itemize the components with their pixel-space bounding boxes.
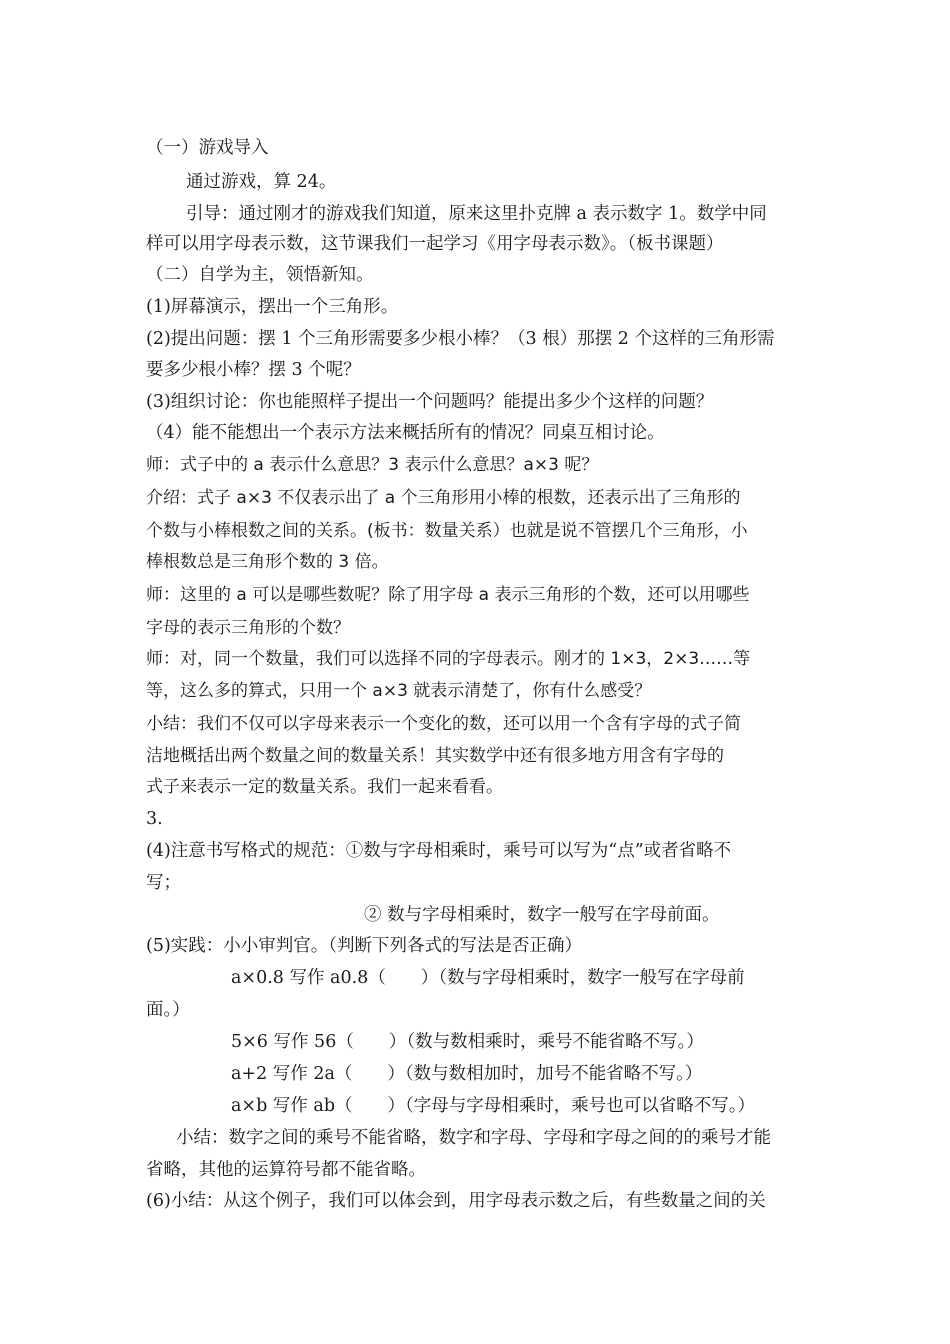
summary-line: 小结：我们不仅可以字母来表示一个变化的数，还可以用一个含有字母的式子简 [146,714,741,734]
list-item: (2)提出问题：摆 1 个三角形需要多少根小棒？（3 根）那摆 2 个这样的三角形需 [146,329,775,349]
paragraph-line: 省略，其他的运算符号都不能省略。 [146,1160,426,1180]
list-item: （4）能不能想出一个表示方法来概括所有的情况？同桌互相讨论。 [146,423,665,443]
paragraph-line: 引导：通过刚才的游戏我们知道，原来这里扑克牌 a 表示数字 1。数学中同 [186,204,767,224]
paragraph-line: 等，这么多的算式，只用一个 a×3 就表示清楚了，你有什么感受？ [146,681,652,701]
rule-item: ② 数与字母相乘时，数字一般写在字母前面。 [364,905,720,925]
paragraph-line: 通过游戏，算 24。 [186,172,337,192]
list-item: (4)注意书写格式的规范：①数与字母相乘时，乘号可以写为“点”或者省略不 [146,841,732,861]
dialog-line: 师：对，同一个数量，我们可以选择不同的字母表示。刚才的 1×3，2×3……等 [146,649,751,669]
list-item: (1)屏幕演示，摆出一个三角形。 [146,297,399,317]
summary-line: 小结：数字之间的乘号不能省略，数字和字母、字母和字母之间的的乘号才能 [176,1128,771,1148]
exercise-item: 5×6 写作 56（ ）（数与数相乘时，乘号不能省略不写。） [231,1032,704,1052]
paragraph-line: 个数与小棒根数之间的关系。(板书：数量关系）也就是说不管摆几个三角形，小 [146,521,748,541]
exercise-item: a+2 写作 2a（ ）（数与数相加时，加号不能省略不写。） [231,1064,703,1084]
dialog-line: 介绍：式子 a×3 不仅表示出了 a 个三角形用小棒的根数，还表示出了三角形的 [146,488,741,508]
paragraph-line: 棒根数总是三角形个数的 3 倍。 [146,552,389,572]
dialog-line: 师：式子中的 a 表示什么意思？3 表示什么意思？a×3 呢？ [146,455,599,475]
paragraph-line: 要多少根小棒？摆 3 个呢？ [146,360,361,380]
dialog-line: 师：这里的 a 可以是哪些数呢？除了用字母 a 表示三角形的个数，还可以用哪些 [146,585,750,605]
section-number: 3. [146,809,163,829]
section-heading-2: （二）自学为主，领悟新知。 [146,265,374,285]
exercise-item: a×b 写作 ab（ ）（字母与字母相乘时，乘号也可以省略不写。） [231,1096,756,1116]
list-item: (6)小结：从这个例子，我们可以体会到，用字母表示数之后，有些数量之间的关 [146,1191,766,1211]
paragraph-line: 面。） [146,1000,190,1020]
exercise-item: a×0.8 写作 a0.8（ ）（数与字母相乘时，数字一般写在字母前 [231,968,745,988]
list-item: (5)实践：小小审判官。（判断下列各式的写法是否正确） [146,936,583,956]
paragraph-line: 样可以用字母表示数，这节课我们一起学习《用字母表示数》。（板书课题） [146,234,724,254]
paragraph-line: 写； [146,873,181,893]
paragraph-line: 洁地概括出两个数量之间的数量关系！其实数学中还有很多地方用含有字母的 [146,746,724,766]
list-item: (3)组织讨论：你也能照样子提出一个问题吗？能提出多少个这样的问题？ [146,392,714,412]
paragraph-line: 字母的表示三角形的个数？ [146,618,350,638]
section-heading-1: （一）游戏导入 [146,138,269,158]
paragraph-line: 式子来表示一定的数量关系。我们一起来看看。 [146,777,503,797]
